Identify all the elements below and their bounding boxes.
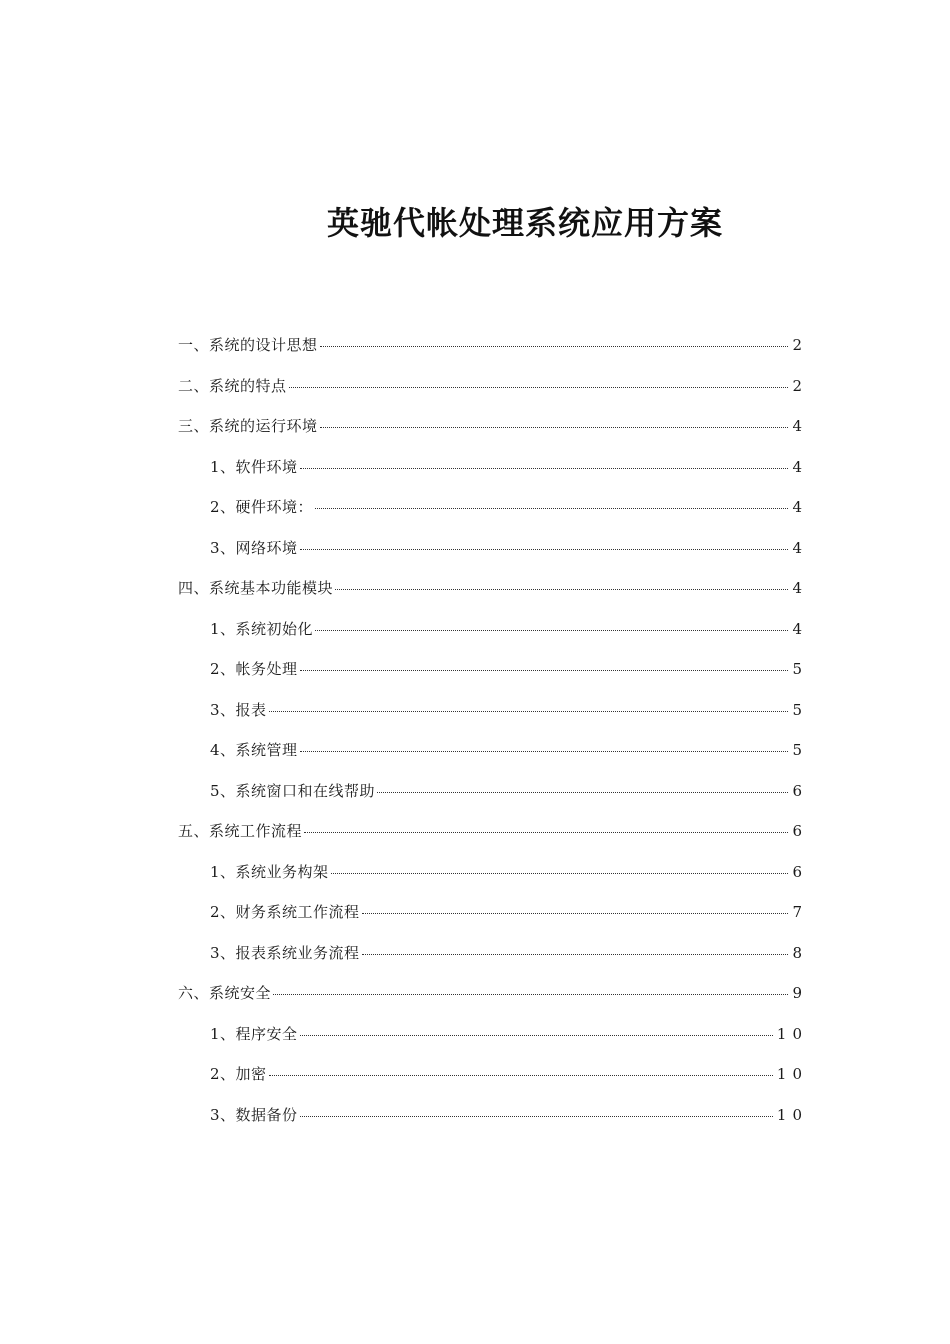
toc-entry[interactable] (178, 901, 808, 942)
toc-entry[interactable] (178, 739, 808, 780)
toc-dot-leader (273, 994, 788, 995)
toc-page-number: 5 (792, 660, 808, 678)
toc-entry-label: 三、系统的运行环境 (178, 417, 318, 435)
toc-dot-leader (289, 387, 789, 388)
toc-dot-leader (331, 873, 789, 874)
toc-page-number: 10 (776, 1024, 808, 1043)
toc-page-number: 4 (792, 538, 808, 557)
toc-entry[interactable] (178, 496, 808, 537)
toc-page-number: 4 (792, 417, 808, 435)
toc-entry-label: 四、系统基本功能模块 (178, 579, 334, 597)
toc-entry-label: 3、报表系统业务流程 (210, 943, 360, 962)
toc-dot-leader (269, 711, 789, 712)
toc-entry[interactable] (178, 375, 808, 416)
toc-page-number: 4 (792, 619, 808, 638)
toc-dot-leader (335, 589, 788, 590)
toc-dot-leader (300, 549, 789, 550)
toc-page-number: 5 (792, 700, 808, 719)
toc-entry[interactable] (178, 658, 808, 699)
toc-entry-label: 1、系统初始化 (210, 619, 314, 638)
toc-entry[interactable] (178, 780, 808, 821)
toc-page-number: 2 (792, 336, 808, 354)
toc-entry-label: 2、帐务处理 (210, 660, 298, 678)
toc-entry-label: 2、硬件环境： (210, 498, 314, 516)
toc-entry-label: 五、系统工作流程 (178, 822, 303, 840)
toc-entry[interactable] (178, 456, 808, 497)
toc-page-number: 4 (792, 579, 808, 597)
toc-page-number: 10 (776, 1065, 808, 1083)
toc-entry[interactable] (178, 577, 808, 618)
toc-entry[interactable] (178, 699, 808, 740)
toc-entry-label: 2、加密 (210, 1065, 267, 1083)
toc-entry[interactable] (178, 334, 808, 375)
toc-dot-leader (300, 751, 789, 752)
toc-page-number: 7 (792, 903, 808, 921)
toc-entry-label: 二、系统的特点 (178, 376, 287, 395)
document-title: 英驰代帐处理系统应用方案 (326, 204, 723, 242)
toc-page-number: 2 (792, 376, 808, 395)
toc-dot-leader (315, 508, 788, 509)
toc-entry[interactable] (178, 820, 808, 861)
toc-dot-leader (320, 346, 789, 347)
toc-page-number: 6 (792, 822, 808, 840)
toc-entry-label: 2、财务系统工作流程 (210, 903, 360, 921)
toc-entry[interactable] (178, 1104, 808, 1145)
toc-entry[interactable] (178, 1023, 808, 1064)
toc-page-number: 4 (792, 457, 808, 476)
toc-entry-label: 5、系统窗口和在线帮助 (210, 781, 376, 800)
toc-dot-leader (377, 792, 788, 793)
toc-dot-leader (300, 468, 789, 469)
toc-dot-leader (300, 1035, 773, 1036)
toc-entry-label: 3、数据备份 (210, 1105, 298, 1124)
toc-dot-leader (362, 954, 789, 955)
toc-page-number: 4 (792, 498, 808, 516)
toc-entry-label: 3、网络环境 (210, 538, 298, 557)
toc-entry-label: 1、软件环境 (210, 457, 298, 476)
toc-dot-leader (300, 1116, 773, 1117)
toc-entry[interactable] (178, 537, 808, 578)
toc-page-number: 5 (792, 741, 808, 759)
toc-entry-label: 1、程序安全 (210, 1024, 298, 1043)
toc-dot-leader (320, 427, 789, 428)
toc-entry[interactable] (178, 861, 808, 902)
toc-dot-leader (300, 670, 789, 671)
toc-dot-leader (362, 913, 789, 914)
toc-entry[interactable] (178, 415, 808, 456)
toc-dot-leader (304, 832, 788, 833)
toc-entry[interactable] (178, 982, 808, 1023)
toc-page-number: 8 (792, 943, 808, 962)
toc-entry[interactable] (178, 618, 808, 659)
toc-page-number: 6 (792, 781, 808, 800)
toc-entry-label: 3、报表 (210, 700, 267, 719)
toc-dot-leader (315, 630, 788, 631)
toc-page-number: 10 (776, 1105, 808, 1124)
toc-dot-leader (269, 1075, 773, 1076)
toc-entry[interactable] (178, 942, 808, 983)
toc-page-number: 6 (792, 862, 808, 881)
toc-entry[interactable] (178, 1063, 808, 1104)
toc-entry-label: 4、系统管理 (210, 741, 298, 759)
toc-entry-label: 六、系统安全 (178, 984, 272, 1002)
toc-page-number: 9 (792, 984, 808, 1002)
table-of-contents (178, 334, 808, 1144)
toc-entry-label: 一、系统的设计思想 (178, 336, 318, 354)
toc-entry-label: 1、系统业务构架 (210, 862, 329, 881)
